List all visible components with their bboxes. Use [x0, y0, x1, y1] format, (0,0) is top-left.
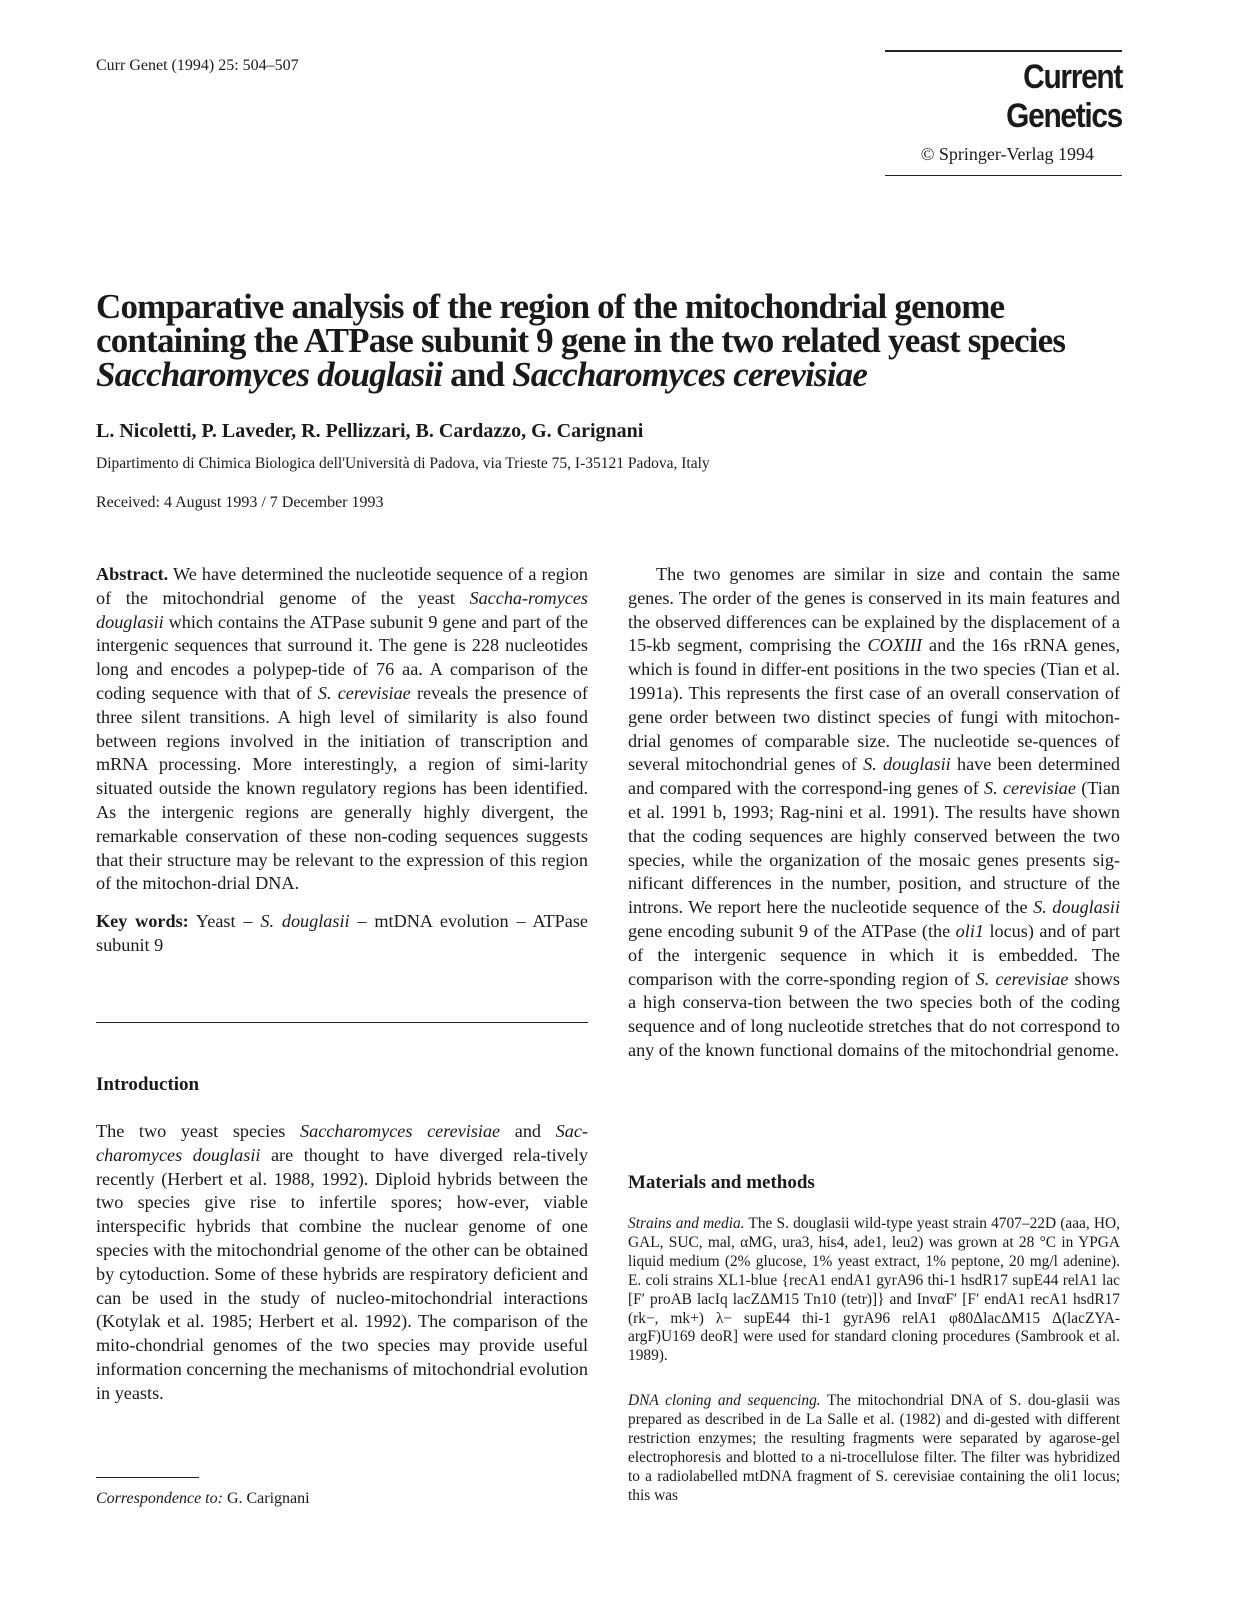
masthead-top-rule [885, 50, 1122, 52]
dna-text: The mitochondrial DNA of S. dou-glasii was prepared as described in de La Salle et al. (1982) and di-gested with different restriction enzymes; the resulting fragments were separated by agarose-gel electrophoresis and blotted to a ni-trocellulose filter. The filter was hybridized to a radiolabelled mtDNA fragment of S. cerevisiae containing the oli1 locus; this was [628, 1392, 1120, 1504]
correspondence-note [96, 1490, 310, 1508]
keywords-italic: S. douglasii [260, 911, 350, 932]
intro-text: are thought to have diverged rela-tively recently (Herbert et al. 1988, 1992). Diploid hybrids between the two species give rise to infertile spores; how-ever, viable interspecific hybrids that combine the nuclear genome of one species with the mitochondrial genome of the other can be obtained by cytoduction. Some of these hybrids are respiratory deficient and can be used in the study of nucleo-mitochondrial interactions (Kotylak et al. 1985; Herbert et al. 1992). The comparison of the mito-chondrial genomes of the two species may provide useful information concerning the mechanisms of mitochondrial evolution in yeasts. [96, 1144, 588, 1403]
title-and: and [442, 355, 513, 394]
correspondence-label: Correspondence to: [96, 1490, 223, 1507]
abstract-text: We have determined the nucleotide sequence of a region of the mitochondrial genome of the yeast [96, 564, 588, 608]
strains-label: Strains and media. [628, 1215, 745, 1232]
body-text: gene encoding subunit 9 of the ATPase (the [628, 920, 956, 941]
methods-heading: Materials and methods [628, 1172, 815, 1193]
keywords-paragraph [96, 910, 588, 958]
body-italic: S. douglasii [1033, 897, 1120, 918]
title-line-2: containing the ATPase subunit 9 gene in the two related yeast species [96, 321, 1066, 360]
abstract-paragraph [96, 563, 588, 896]
intro-italic: Saccharomyces cerevisiae [300, 1121, 501, 1141]
body-italic: S. douglasii [863, 754, 951, 775]
abstract-italic: Saccha-romyces douglasii [96, 587, 588, 632]
abstract-block [96, 563, 588, 958]
genome-comparison-paragraph [628, 563, 1120, 1063]
keywords-text: Yeast – [188, 911, 261, 932]
intro-italic: Sac-charomyces douglasii [96, 1121, 588, 1165]
body-italic: COXIII [867, 635, 923, 656]
introduction-body [96, 1120, 588, 1406]
title-species-2: Saccharomyces cerevisiae [512, 355, 868, 394]
journal-masthead [885, 50, 1122, 176]
abstract-text: which contains the ATPase subunit 9 gene and part of the intergenic sequences that surround it. The gene is 228 nucleotides long and encodes a polypep-tide of 76 aa. A comparison of the coding sequence with that of [96, 611, 588, 703]
abstract-divider [96, 1022, 588, 1023]
body-text: shows a high conserva-tion between the two species both of the coding sequence and of long nucleotide stretches that do not correspond to any of the known functional domains of the mitochondrial genome. [628, 968, 1121, 1060]
footnote-rule [96, 1477, 199, 1478]
title-line-3 [96, 355, 1156, 394]
journal-name: Current Genetics [1006, 58, 1122, 135]
intro-text: and [500, 1121, 556, 1141]
masthead-bottom-rule [885, 175, 1122, 176]
body-italic: S. cerevisiae [975, 968, 1069, 989]
keywords-text: – mtDNA evolution – ATPase subunit 9 [96, 911, 588, 955]
introduction-paragraph [96, 1120, 588, 1406]
body-text: locus) and of part of the intergenic sequence in which it is embedded. The comparison with the corre-sponding region of [628, 920, 1121, 989]
intro-text: The two yeast species [96, 1121, 300, 1141]
keywords-label: Key words: [96, 911, 189, 932]
right-column-body [628, 563, 1120, 1063]
dna-label: DNA cloning and sequencing. [628, 1392, 821, 1409]
affiliation: Dipartimento di Chimica Biologica dell'Università di Padova, via Trieste 75, I-35121 Padova, Italy [96, 455, 710, 472]
body-text: and the 16s rRNA genes, which is found in differ-ent positions in the two species (Tian et al. 1991a). This represents the first case of an overall conservation of gene order between two distinct species of fungi with mitochon-drial genomes of comparable size. The nucleotide se-quences of several mitochondrial genes of [628, 635, 1120, 775]
body-italic: S. cerevisiae [984, 778, 1076, 799]
journal-citation: Curr Genet (1994) 25: 504–507 [96, 57, 299, 74]
dna-cloning-paragraph [628, 1392, 1120, 1505]
abstract-italic: S. cerevisiae [317, 682, 411, 703]
correspondence-name: G. Carignani [222, 1490, 310, 1507]
title-line-1: Comparative analysis of the region of the mitochondrial genome [96, 287, 1005, 326]
received-dates: Received: 4 August 1993 / 7 December 1993 [96, 494, 384, 511]
title-species-1: Saccharomyces douglasii [96, 355, 443, 394]
body-text: The two genomes are similar in size and contain the same genes. The order of the genes is conserved in its main features and the observed differences can be explained by the displacement of a 15-kb segment, comprising the [628, 564, 1120, 656]
article-title [96, 287, 1156, 394]
body-italic: oli1 [955, 920, 984, 941]
abstract-label: Abstract. [96, 564, 169, 584]
strains-text: The S. douglasii wild-type yeast strain 4707–22D (aaa, HO, GAL, SUC, mal, αMG, ura3, his4, ade1, leu2) was grown at 28 °C in YPGA liquid medium (2% glucose, 1% yeast extract, 1% peptone, 20 mg/l adenine). E. coli strains XL1-blue {recA1 endA1 gyrA96 thi-1 hsdR17 supE44 relA1 lac [F′ proAB lacIq lacZΔM15 Tn10 (tetr)]} and InvαF′ [F′ endA1 recA1 hsdR17 (rk−, mk+) λ− supE44 thi-1 gyrA96 relA1 φ80ΔlacΔM15 Δ(lacZYA-argF)U169 deoR] were used for standard cloning procedures (Sambrook et al. 1989). [628, 1215, 1120, 1365]
body-text: (Tian et al. 1991 b, 1993; Rag-nini et al. 1991). The results have shown that the coding sequences are highly conserved between the two species, while the organization of the mosaic genes presents sig-nificant differences in the number, position, and structure of the introns. We report here the nucleotide sequence of the [628, 778, 1120, 918]
introduction-heading: Introduction [96, 1074, 200, 1095]
publisher-copyright: © Springer-Verlag 1994 [920, 144, 1094, 164]
strains-paragraph [628, 1215, 1120, 1366]
abstract-text: reveals the presence of three silent transitions. A high level of similarity is also found between regions involved in the initiation of transcription and mRNA processing. More interestingly, a region of simi-larity situated outside the known regulatory regions has been identified. As the intergenic regions are generally highly divergent, the remarkable conservation of these non-coding sequences suggests that their structure may be relevant to the expression of this region of the mitochon-drial DNA. [96, 682, 588, 894]
author-list: L. Nicoletti, P. Laveder, R. Pellizzari, B. Cardazzo, G. Carignani [96, 420, 644, 442]
body-text: have been determined and compared with the correspond-ing genes of [628, 754, 1120, 799]
